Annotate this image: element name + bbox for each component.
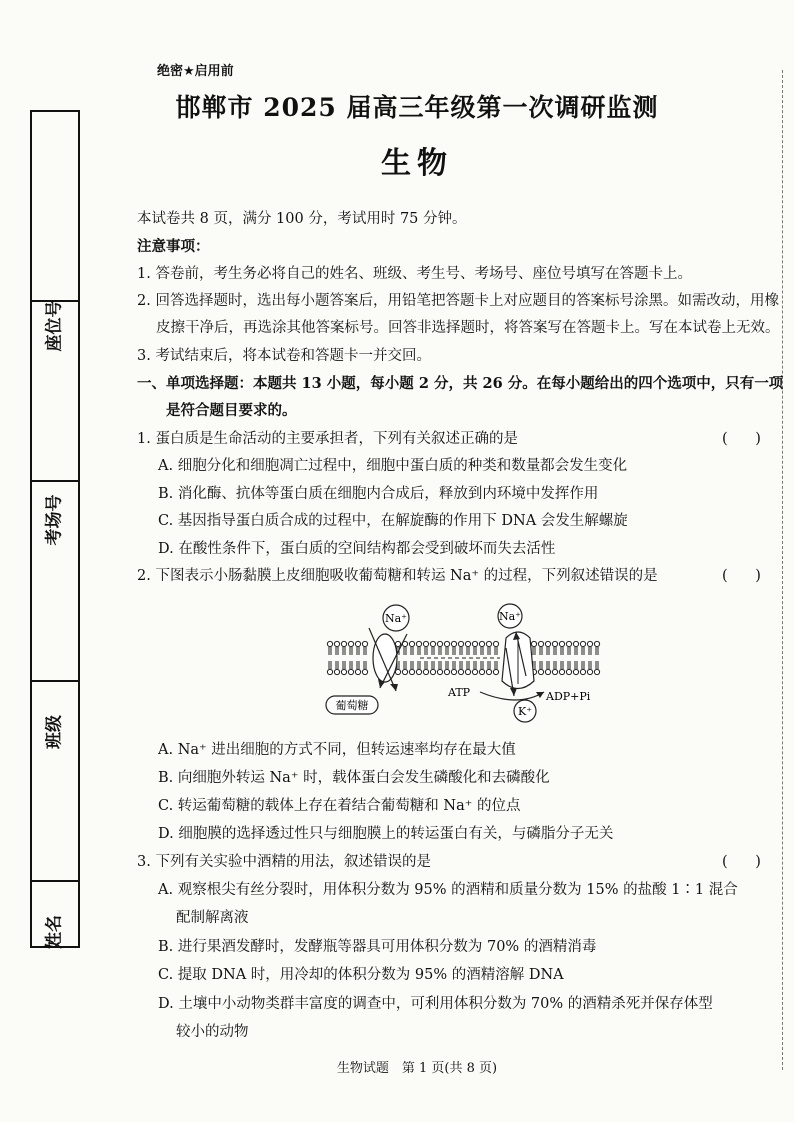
phospholipid-bilayer <box>327 641 599 674</box>
question-3-option-b: B. 进行果酒发酵时，发酵瓶等器具可用体积分数为 70% 的酒精消毒 <box>158 939 597 955</box>
strip-divider <box>32 480 78 482</box>
glucose-label: 葡萄糖 <box>335 699 369 712</box>
question-2-option-c: C. 转运葡萄糖的载体上存在着结合葡萄糖和 Na⁺ 的位点 <box>158 798 521 814</box>
question-3-option-a: A. 观察根尖有丝分裂时，用体积分数为 95% 的酒精和质量分数为 15% 的盐酸 1∶1 混合 <box>158 882 738 898</box>
strip-divider <box>32 880 78 882</box>
strip-divider <box>32 680 78 682</box>
atp-label: ATP <box>448 686 471 699</box>
notice-item: 2. 回答选择题时，选出每小题答案后，用铅笔把答题卡上对应题目的答案标号涂黑。如需改动，用橡 <box>137 293 779 309</box>
notice-item-continued: 皮擦干净后，再选涂其他答案标号。回答非选择题时，将答案写在答题卡上。写在本试卷上无效。 <box>156 320 780 336</box>
question-3-option-a-continued: 配制解离液 <box>176 910 249 926</box>
answer-blank: ( ) <box>722 568 761 584</box>
question-1-stem: 1. 蛋白质是生命活动的主要承担者，下列有关叙述正确的是 <box>137 431 518 447</box>
question-2-stem: 2. 下图表示小肠黏膜上皮细胞吸收葡萄糖和转运 Na⁺ 的过程，下列叙述错误的是 <box>137 568 658 584</box>
page-footer: 生物试题 第 1 页(共 8 页) <box>336 1061 498 1076</box>
cut-line <box>782 70 783 1070</box>
glucose-carrier-protein <box>373 634 397 682</box>
exam-title: 邯郸市 2025 届高三年级第一次调研监测 <box>175 93 659 122</box>
k-label: K⁺ <box>517 705 533 718</box>
seat-number-label: 座位号 <box>44 300 65 352</box>
na-label-right: Na⁺ <box>499 610 521 623</box>
question-3-stem: 3. 下列有关实验中酒精的用法，叙述错误的是 <box>137 854 431 870</box>
answer-blank: ( ) <box>722 431 761 447</box>
class-label: 班级 <box>44 715 65 749</box>
question-2-option-a: A. Na⁺ 进出细胞的方式不同，但转运速率均存在最大值 <box>158 742 516 758</box>
na-label-left: Na⁺ <box>385 612 407 625</box>
subject-title: 生物 <box>381 146 453 181</box>
question-2-option-b: B. 向细胞外转运 Na⁺ 时，载体蛋白会发生磷酸化和去磷酸化 <box>158 770 550 786</box>
question-2-option-d: D. 细胞膜的选择透过性只与细胞膜上的转运蛋白有关，与磷脂分子无关 <box>158 826 614 842</box>
notice-item: 1. 答卷前，考生务必将自己的姓名、班级、考生号、考场号、座位号填写在答题卡上。 <box>137 266 692 282</box>
question-1-option-c: C. 基因指导蛋白质合成的过程中，在解旋酶的作用下 DNA 会发生解螺旋 <box>158 513 628 529</box>
question-3-option-d-continued: 较小的动物 <box>176 1024 249 1040</box>
candidate-info-strip <box>30 110 80 948</box>
notice-item: 3. 考试结束后，将本试卷和答题卡一并交回。 <box>137 348 431 364</box>
exam-intro: 本试卷共 8 页，满分 100 分，考试用时 75 分钟。 <box>137 211 467 227</box>
question-3-option-c: C. 提取 DNA 时，用冷却的体积分数为 95% 的酒精溶解 DNA <box>158 967 564 983</box>
question-3-option-d: D. 土壤中小动物类群丰富度的调查中，可利用体积分数为 70% 的酒精杀死并保存体型 <box>158 996 713 1012</box>
question-1-option-b: B. 消化酶、抗体等蛋白质在细胞内合成后，释放到内环境中发挥作用 <box>158 486 599 502</box>
section-heading: 一、单项选择题：本题共 13 小题，每小题 2 分，共 26 分。在每小题给出的四个选项中，只有一项 <box>137 375 784 392</box>
answer-blank: ( ) <box>722 854 761 870</box>
secret-label: 绝密★启用前 <box>157 64 234 79</box>
question-1-option-a: A. 细胞分化和细胞凋亡过程中，细胞中蛋白质的种类和数量都会发生变化 <box>158 458 628 474</box>
adp-label: ADP+Pi <box>546 690 591 703</box>
section-heading-continued: 是符合题目要求的。 <box>166 402 297 419</box>
membrane-transport-diagram <box>320 596 610 730</box>
notice-title: 注意事项： <box>137 238 210 255</box>
name-label: 姓名 <box>44 915 65 949</box>
question-1-option-d: D. 在酸性条件下，蛋白质的空间结构都会受到破坏而失去活性 <box>158 541 556 557</box>
exam-room-label: 考场号 <box>44 494 65 546</box>
